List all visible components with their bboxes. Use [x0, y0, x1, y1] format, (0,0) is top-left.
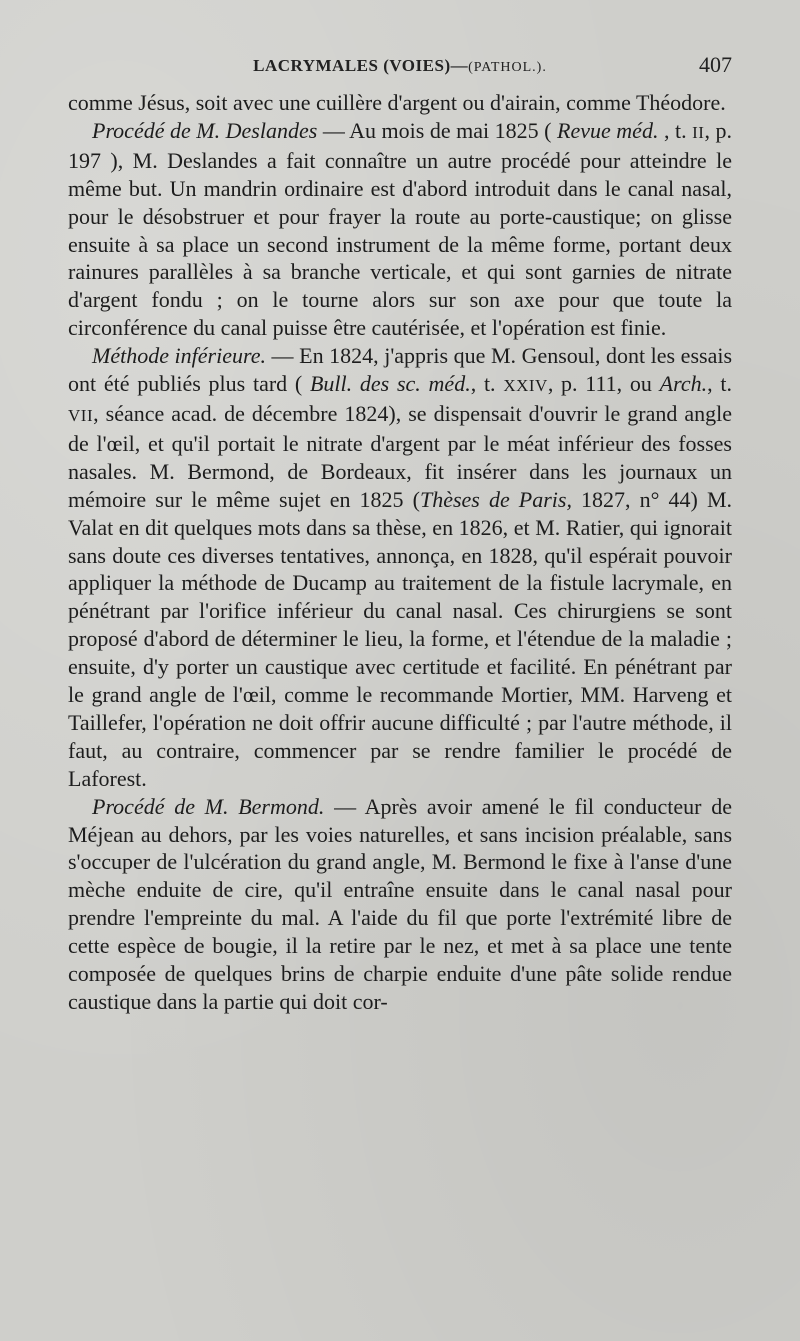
journal-reference: Arch.	[659, 371, 708, 397]
paragraph-lead: Méthode inférieure.	[92, 343, 266, 369]
running-head-dash: —	[450, 56, 469, 75]
paragraph-text: , p. 111, ou	[547, 371, 660, 397]
journal-reference: Revue méd.	[557, 117, 659, 143]
paragraph-text: — Au mois de mai 1825 (	[317, 117, 558, 143]
paragraph-text: — En 1824, j'appris que M. Gensoul, dont les essais ont été publiés plus tard (	[68, 343, 733, 397]
paragraph-text: comme Jésus, soit avec une cuillère d'argent ou d'airain, comme Théodore.	[68, 90, 726, 115]
paragraph-deslandes	[68, 117, 732, 342]
paragraph-continuation	[68, 89, 732, 117]
paragraph-text: , t.	[707, 371, 732, 397]
volume-numeral: XXIV	[503, 376, 548, 396]
paragraph-methode-inferieure	[68, 342, 732, 793]
journal-reference: Thèses de Paris,	[419, 486, 572, 512]
running-head	[68, 56, 732, 76]
paragraph-text: , t.	[658, 117, 693, 143]
paragraph-text: , séance acad. de décembre 1824), se dispensait d'ouvrir le grand angle de l'œil, et qu'il portait le nitrate d'argent par le méat inférieur des fosses nasales. M. Bermond, de Bordeaux, fit insérer dans les journaux un mémoire sur le même sujet en 1825 (	[68, 400, 732, 512]
journal-reference: Bull. des sc. méd.	[309, 371, 471, 397]
volume-numeral: VII	[68, 405, 94, 425]
paragraph-text: , t.	[470, 371, 504, 397]
running-head-sub: (PATHOL.).	[468, 60, 547, 75]
page-number: 407	[699, 52, 732, 77]
paragraph-lead: Procédé de M. Deslandes	[92, 117, 318, 143]
paragraph-bermond	[68, 793, 732, 1016]
paragraph-text: , p. 197 ), M. Deslandes a fait connaître un autre procédé pour atteindre le même but. Un mandrin ordinaire est d'abord introduit dans le canal nasal, pour le désobstruer et pour frayer la route au porte-caustique; on glisse ensuite à sa place un second instrument de la même forme, portant deux rainures parallèles à sa branche verticale, et qui sont garnies de nitrate d'argent fondu ; on le tourne alors sur son axe pour que toute la circonférence du canal puisse être cautérisée, et l'opération est finie.	[68, 117, 732, 341]
page-header	[68, 50, 732, 82]
body-text	[68, 89, 732, 1016]
paragraph-text: 1827, n° 44) M. Valat en dit quelques mots dans sa thèse, en 1826, et M. Ratier, qui ignorait sans doute ces diverses tentatives, annonça, en 1828, qu'il espérait pouvoir appliquer la méthode de Ducamp au traitement de la fistule lacrymale, en pénétrant par l'orifice inférieur du canal nasal. Ces chirurgiens se sont proposé d'abord de déterminer le lieu, la forme, et l'étendue de la maladie ; ensuite, d'y porter un caustique avec certitude et facilité. En pénétrant par le grand angle de l'œil, comme le recommande Mortier, MM. Harveng et Taillefer, l'opération ne doit offrir aucune difficulté ; par l'autre méthode, il faut, au contraire, commencer par se rendre familier le procédé de Laforest.	[68, 486, 733, 791]
paragraph-lead: Procédé de M. Bermond.	[92, 793, 325, 819]
running-head-main: LACRYMALES (VOIES)	[253, 56, 451, 75]
paragraph-text: — Après avoir amené le fil conducteur de Méjean au dehors, par les voies naturelles, et sans incision préalable, sans s'occuper de l'ulcération du grand angle, M. Bermond le fixe à l'anse d'une mèche enduite de cire, qu'il entraîne ensuite dans le canal nasal pour prendre l'empreinte du mal. A l'aide du fil que porte l'extrémité libre de cette espèce de bougie, il la retire par le nez, et met à sa place une tente composée de quelques brins de charpie enduite d'une pâte solide rendue caustique dans la partie qui doit cor-	[68, 793, 732, 1014]
volume-numeral: II	[692, 122, 705, 142]
